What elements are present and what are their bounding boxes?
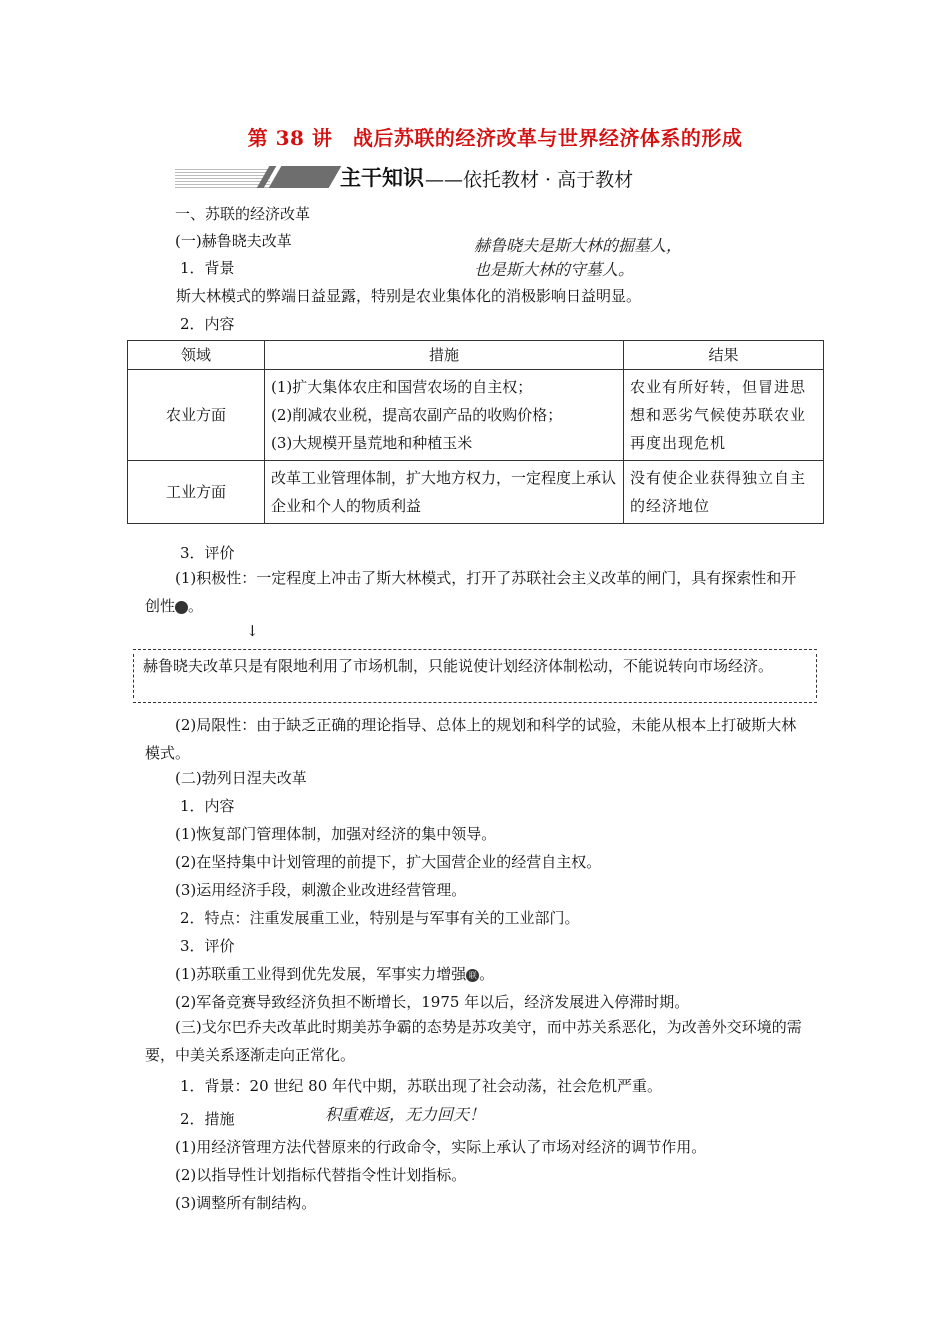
heading-brezhnev: (二)勃列日涅夫改革 — [175, 769, 307, 787]
heading-b-eval: 3．评价 — [180, 937, 235, 955]
table-header: 领域 — [128, 341, 265, 370]
background-text: 斯大林模式的弊端日益显露，特别是农业集体化的消极影响日益明显。 — [176, 287, 642, 305]
banner-main-text: 主干知识 — [340, 165, 424, 190]
arrow-down-icon: ↓ — [246, 622, 259, 640]
measure-item: 改革工业管理体制，扩大地方权力，一定程度上承认企业和个人的物质利益 — [271, 469, 617, 515]
table-row — [128, 461, 824, 524]
b-feature: 2．特点：注重发展重工业，特别是与军事有关的工业部门。 — [180, 909, 580, 927]
banner-stripe — [175, 168, 270, 188]
table-cell-field: 农业方面 — [128, 370, 265, 461]
measure-item: (3)大规模开垦荒地和种植玉米 — [271, 434, 473, 452]
heading-khrushchev: (一)赫鲁晓夫改革 — [175, 232, 292, 250]
note-box-text: 赫鲁晓夫改革只是有限地利用了市场机制，只能说使计划经济体制松动，不能说转向市场经济。 — [143, 657, 774, 675]
heading-content: 2．内容 — [180, 315, 235, 333]
b-eval-1: (1)苏联重工业得到优先发展，军事实力增强 联 。 — [175, 965, 495, 983]
g-item-2: (2)以指导性计划指标代替指令性计划指标。 — [175, 1166, 467, 1184]
reform-table — [127, 340, 824, 524]
heading-gorbachev: (三)戈尔巴乔夫改革此时期美苏争霸的态势是苏攻美守，而中苏关系恶化，为改善外交环境的需要，中美关系逐渐走向正常化。 — [145, 1018, 802, 1064]
mark-icon: 联 — [466, 969, 479, 982]
heading-b-content: 1．内容 — [180, 797, 235, 815]
table-cell-result: 没有使企业获得独立自主的经济地位 — [624, 461, 824, 524]
evaluation-positive-text: (1)积极性：一定程度上冲击了斯大林模式，打开了苏联社会主义改革的闸门，具有探索性和开创性 — [145, 569, 797, 615]
g-item-1: (1)用经济管理方法代替原来的行政命令，实际上承认了市场对经济的调节作用。 — [175, 1138, 707, 1156]
mark-icon: 明 — [175, 601, 188, 614]
section-banner — [175, 160, 695, 190]
measure-item: (1)扩大集体农庄和国营农场的自主权； — [271, 378, 533, 396]
table-header: 结果 — [624, 341, 824, 370]
b-item-2: (2)在坚持集中计划管理的前提下，扩大国营企业的经营自主权。 — [175, 853, 602, 871]
g-item-3: (3)调整所有制结构。 — [175, 1194, 317, 1212]
g-background: 1．背景：20 世纪 80 年代中期，苏联出现了社会动荡，社会危机严重。 — [180, 1077, 663, 1095]
handwritten-note-1b: 也是斯大林的守墓人。 — [474, 260, 635, 279]
evaluation-positive: (1)积极性：一定程度上冲击了斯大林模式，打开了苏联社会主义改革的闸门，具有探索性和开创性 明。 — [145, 569, 797, 615]
handwritten-note-2: 积重难返，无力回天！ — [325, 1105, 486, 1124]
heading-evaluation: 3．评价 — [180, 544, 235, 562]
banner-sub-text: ——依托教材 · 高于教材 — [425, 169, 634, 191]
table-cell-measures — [265, 370, 624, 461]
heading-sec1: 一、苏联的经济改革 — [175, 205, 311, 223]
note-box — [133, 649, 817, 703]
page-title: 第 38 讲 战后苏联的经济改革与世界经济体系的形成 — [247, 126, 743, 150]
evaluation-limitation: (2)局限性：由于缺乏正确的理论指导、总体上的规划和科学的试验，未能从根本上打破斯大林模式。 — [145, 716, 797, 762]
table-header-row — [128, 341, 824, 370]
heading-g-measures: 2．措施 — [180, 1110, 235, 1128]
measure-item: (2)削减农业税，提高农副产品的收购价格； — [271, 406, 563, 424]
heading-background: 1．背景 — [180, 259, 235, 277]
table-cell-measures — [265, 461, 624, 524]
table-cell-field: 工业方面 — [128, 461, 265, 524]
b-item-3: (3)运用经济手段，刺激企业改进经营管理。 — [175, 881, 467, 899]
handwritten-note-1: 赫鲁晓夫是斯大林的掘墓人， — [474, 236, 683, 255]
table-header: 措施 — [265, 341, 624, 370]
table-cell-result: 农业有所好转，但冒进思想和恶劣气候使苏联农业再度出现危机 — [624, 370, 824, 461]
b-eval-1-text: (1)苏联重工业得到优先发展，军事实力增强 — [175, 965, 467, 983]
b-eval-2: (2)军备竞赛导致经济负担不断增长，1975 年以后，经济发展进入停滞时期。 — [175, 993, 690, 1011]
banner-slab — [269, 166, 342, 188]
b-item-1: (1)恢复部门管理体制，加强对经济的集中领导。 — [175, 825, 497, 843]
table-row — [128, 370, 824, 461]
